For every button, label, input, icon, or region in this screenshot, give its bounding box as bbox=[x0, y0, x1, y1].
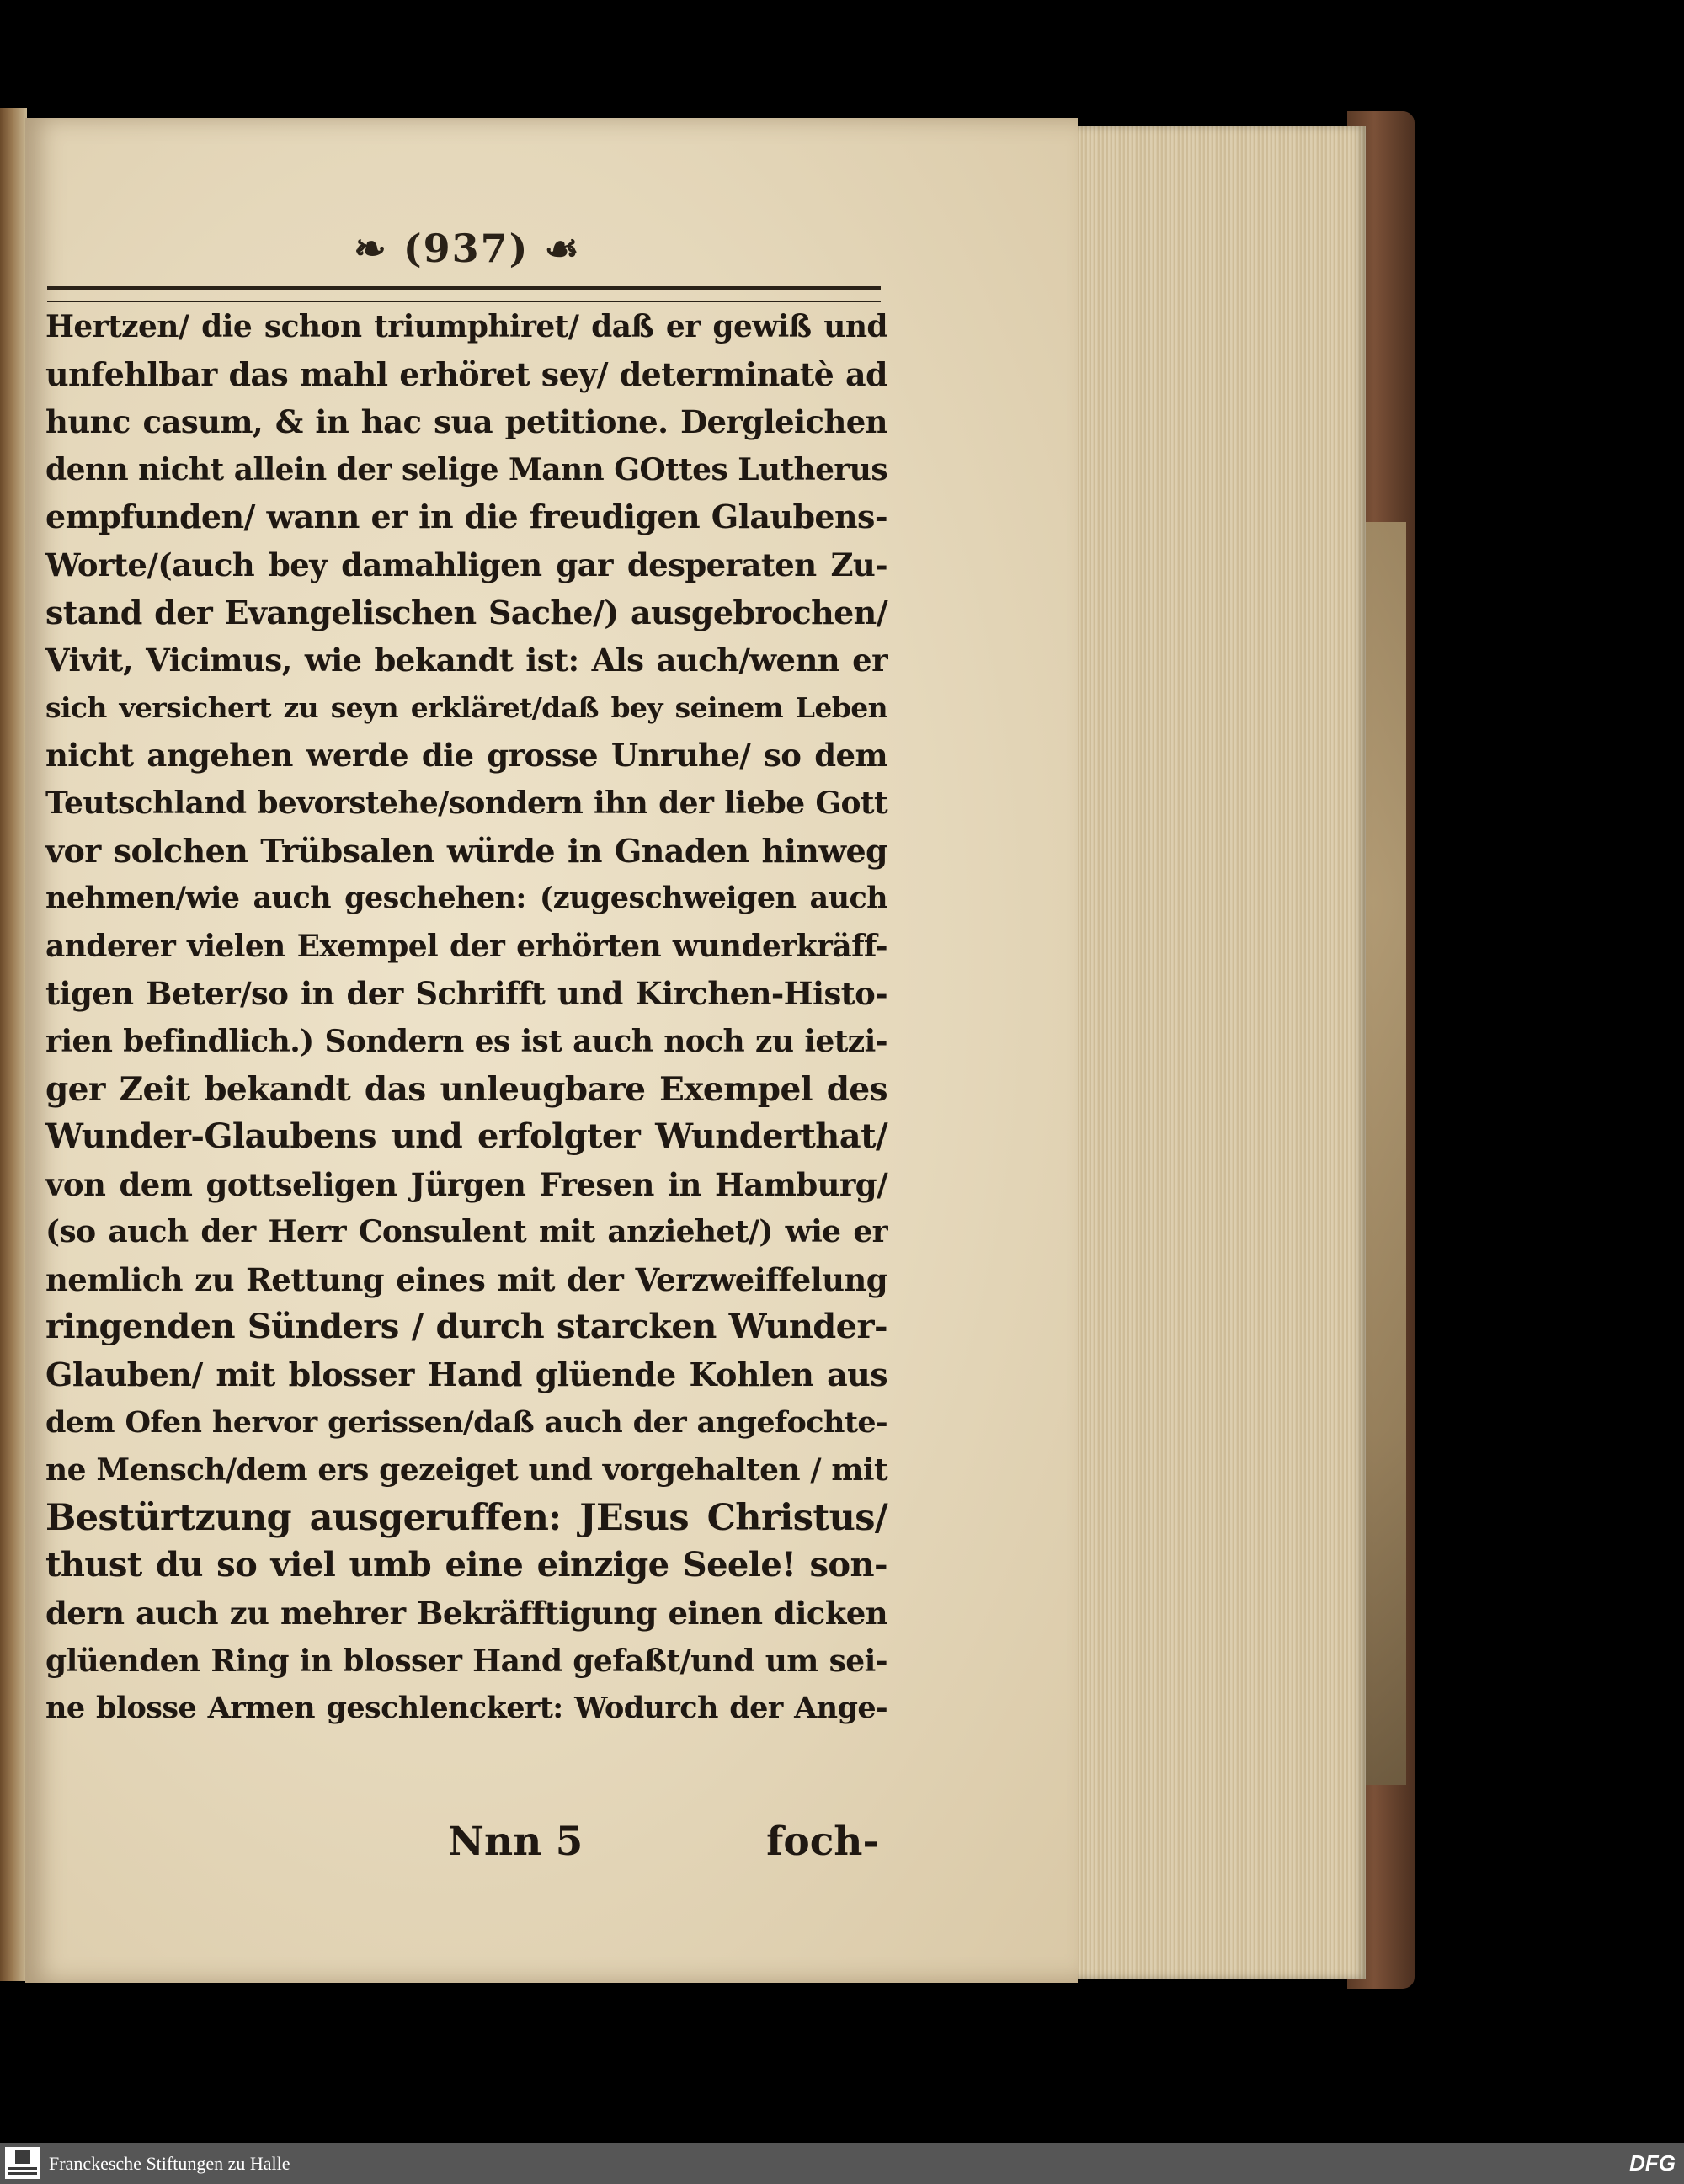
text-line: (so auch der Herr Consulent mit anziehet/) wie er bbox=[45, 1214, 887, 1250]
text-line: dem Ofen hervor gerissen/daß auch der angefochte- bbox=[45, 1404, 887, 1440]
page-footer bbox=[45, 1819, 879, 1878]
text-block bbox=[45, 303, 887, 1733]
text-line: Hertzen/ die schon triumphiret/ daß er gewiß und bbox=[45, 309, 887, 344]
text-line: glüenden Ring in blosser Hand gefaßt/und um sei- bbox=[45, 1643, 887, 1679]
text-line: dern auch zu mehrer Bekräfftigung einen dicken bbox=[45, 1595, 887, 1633]
text-line: thust du so viel umb eine einzige Seele! son- bbox=[45, 1545, 887, 1585]
credit-bar bbox=[0, 2143, 1684, 2184]
text-line: nicht angehen werde die grosse Unruhe/ so dem bbox=[45, 737, 887, 775]
text-line: sich versichert zu seyn erkläret/daß bey seinem Leben bbox=[45, 690, 887, 724]
text-line: anderer vielen Exempel der erhörten wunderkräff- bbox=[45, 928, 887, 964]
text-line: Wunder-Glaubens und erfolgter Wunderthat/ bbox=[45, 1116, 887, 1157]
catchword: foch- bbox=[766, 1819, 879, 1865]
institution-logo-icon bbox=[5, 2147, 40, 2179]
page-number: (937) bbox=[402, 226, 530, 271]
text-line: rien befindlich.) Sondern es ist auch noch zu ietzi- bbox=[45, 1023, 887, 1059]
text-line: ringenden Sünders / durch starcken Wunder- bbox=[45, 1307, 887, 1347]
text-line: Worte/(auch bey damahligen gar desperaten Zu- bbox=[45, 546, 887, 583]
page-block-edge bbox=[1063, 126, 1366, 1979]
text-line: ne Mensch/dem ers gezeiget und vorgehalten / mit bbox=[45, 1452, 887, 1489]
text-line: unfehlbar das mahl erhöret sey/ determinatè ad bbox=[45, 354, 887, 393]
text-line: Bestürtzung ausgeruffen: JEsus Christus/ bbox=[45, 1496, 887, 1539]
left-page-edge bbox=[0, 108, 27, 1981]
text-line: stand der Evangelischen Sache/) ausgebrochen/ bbox=[45, 593, 887, 631]
text-line: hunc casum, & in hac sua petitione. Dergleichen bbox=[45, 403, 887, 441]
signature-mark: Nnn 5 bbox=[448, 1819, 584, 1865]
dfg-logo: DFG bbox=[1629, 2150, 1676, 2176]
ornament-right-icon: ☙ bbox=[544, 226, 581, 271]
text-line: ger Zeit bekandt das unleugbare Exempel des bbox=[45, 1069, 887, 1109]
header-rule bbox=[47, 286, 881, 302]
text-line: Glauben/ mit blosser Hand glüende Kohlen aus bbox=[45, 1356, 887, 1394]
text-line: Teutschland bevorstehe/sondern ihn der liebe Gott bbox=[45, 785, 887, 821]
ornament-left-icon: ❧ bbox=[354, 226, 388, 271]
text-line: empfunden/ wann er in die freudigen Glaubens- bbox=[45, 498, 887, 536]
text-line: ne blosse Armen geschlenckert: Wodurch der Ange- bbox=[45, 1691, 887, 1726]
text-line: nehmen/wie auch geschehen: (zugeschweigen auch bbox=[45, 881, 887, 916]
text-line: vor solchen Trübsalen würde in Gnaden hinweg bbox=[45, 831, 887, 870]
institution-name: Franckesche Stiftungen zu Halle bbox=[49, 2153, 290, 2174]
text-line: Vivit, Vicimus, wie bekandt ist: Als auch/wenn er bbox=[45, 642, 887, 679]
text-line: nemlich zu Rettung eines mit der Verzweiffelung bbox=[45, 1260, 887, 1298]
page-header bbox=[51, 226, 884, 276]
text-line: tigen Beter/so in der Schrifft und Kirchen-Histo- bbox=[45, 975, 887, 1013]
text-line: denn nicht allein der selige Mann GOttes Lutherus bbox=[45, 451, 887, 487]
text-line: von dem gottseligen Jürgen Fresen in Hamburg/ bbox=[45, 1165, 887, 1203]
